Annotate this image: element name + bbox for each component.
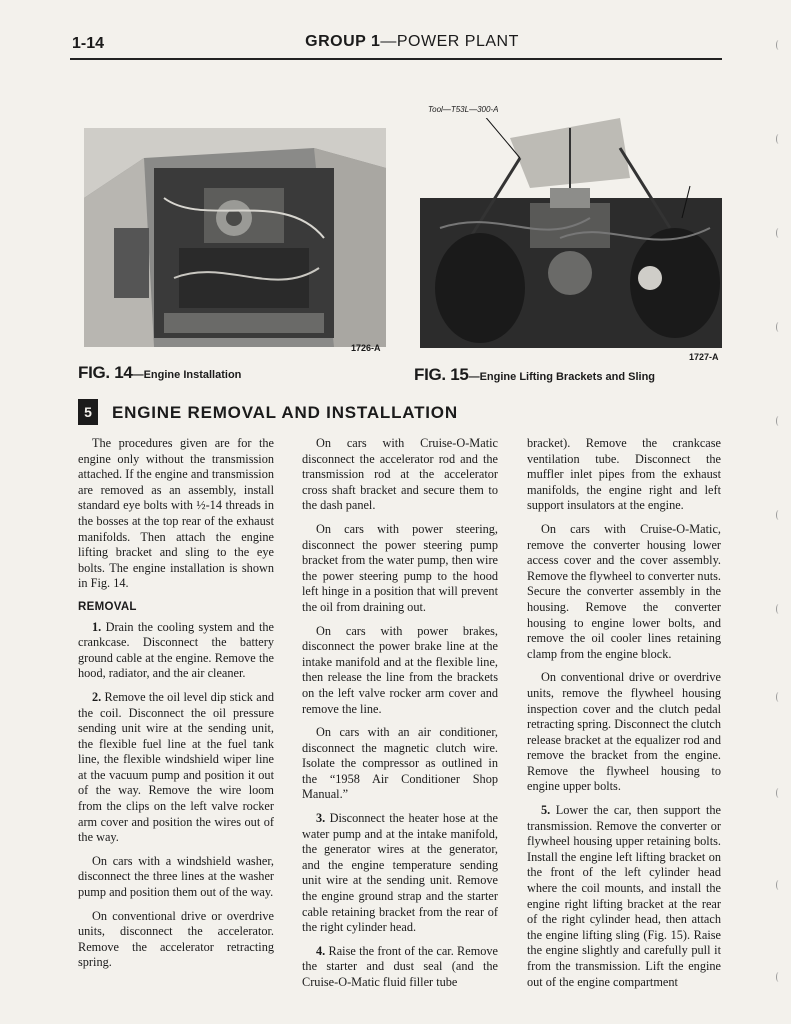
section-number-badge: 5	[78, 399, 98, 425]
binding-mark	[776, 416, 781, 426]
fig14-caption-text: —Engine Installation	[132, 369, 242, 381]
binding-mark	[776, 322, 781, 332]
section-title: ENGINE REMOVAL AND INSTALLATION	[112, 403, 458, 422]
text-column-2	[302, 436, 498, 999]
air-conditioner-paragraph: On cars with an air conditioner, disconnect the magnetic clutch wire. Isolate the compressor as outlined in the “1958 Air Conditioner Shop Manual.”	[302, 725, 498, 802]
fig15-caption-text: —Engine Lifting Brackets and Sling	[468, 371, 656, 383]
text-column-1	[78, 436, 274, 979]
binding-mark	[776, 692, 781, 702]
step-3-text: Disconnect the heater hose at the water pump and at the intake manifold, the generator wires at the generator, and the engine temperature sending unit wire at the sending unit. Remove the engine ground strap and the starter cable retaining bracket from the rear of the right cylinder head.	[302, 811, 498, 935]
step-5-number: 5.	[541, 803, 551, 818]
binding-mark	[776, 604, 781, 614]
fig14-caption	[78, 363, 241, 383]
fig15-label: FIG. 15	[414, 365, 469, 384]
step-3	[302, 811, 498, 936]
step-5-text: Lower the car, then support the transmission. Remove the converter or flywheel housing upper retaining bolts. Install the engine left lifting bracket on the front of the left cylinder head where the coil mounts, and install the engine right lifting bracket at the rear of the right cylinder head, then attach the engine lifting sling (Fig. 15). Raise the engine slightly and carefully pull it from the transmission. Lift the engine out of the engine compartment	[527, 803, 721, 989]
page-number: 1-14	[72, 35, 105, 52]
step-1-text: Drain the cooling system and the crankcase. Disconnect the battery ground cable at the engine. Remove the hood, radiator, and the air cleaner.	[78, 619, 274, 681]
conventional-flywheel-paragraph: On conventional drive or overdrive units, remove the flywheel housing inspection cover and the clutch pedal retracting spring. Disconnect the clutch release bracket at the equalizer rod and remove the bracket from the engine. Remove the flywheel housing to engine upper bolts.	[527, 670, 721, 794]
binding-mark	[776, 880, 781, 890]
continued-paragraph: bracket). Remove the crankcase ventilation tube. Disconnect the muffler inlet pipes from the exhaust manifolds, the engine right and left support insulators at the engine.	[527, 436, 721, 513]
washer-paragraph: On cars with a windshield washer, disconnect the three lines at the washer pump and position them out of the way.	[78, 853, 274, 900]
step-4	[302, 944, 498, 991]
fig15-code: 1727-A	[689, 352, 719, 362]
fig15-photo	[420, 118, 722, 348]
engine-installation-photo	[84, 128, 386, 347]
binding-mark	[776, 788, 781, 798]
steering-paragraph: On cars with power steering, disconnect the power steering pump bracket from the water pump, then wire the power steering pump to the hood left hinge in a position that will prevent the oil from draining out.	[302, 521, 498, 614]
group-label: GROUP 1	[305, 33, 381, 50]
text-column-3	[527, 436, 721, 998]
step-4-text: Raise the front of the car. Remove the starter and dust seal (and the Cruise-O-Matic fluid filler tube	[302, 943, 499, 989]
step-4-number: 4.	[316, 943, 326, 958]
engine-lifting-photo	[420, 118, 722, 348]
fig14-label: FIG. 14	[78, 363, 133, 382]
binding-mark	[776, 972, 781, 982]
group-subject: —POWER PLANT	[380, 33, 519, 50]
cruise-converter-paragraph: On cars with Cruise-O-Matic, remove the converter housing lower access cover and the cover assembly. Remove the flywheel to converter nuts. Secure the converter assembly in the housing. Remove the converter housing to engine lower bolts, and remove the oil cooler lines retaining clamp from the engine block.	[527, 521, 721, 661]
intro-paragraph: The procedures given are for the engine only without the transmission attached. If the engine and transmission are removed as an assembly, install standard eye bolts with ½-14 threads in the bosses at the top rear of the exhaust manifolds. Then attach the engine lifting bracket and sling to the eye bolts. The engine installation is shown in Fig. 14.	[78, 436, 274, 591]
header-rule	[70, 58, 722, 60]
fig15-caption	[414, 365, 655, 385]
binding-mark	[776, 510, 781, 520]
fig14-code: 1726-A	[351, 343, 381, 353]
cruise-paragraph: On cars with Cruise-O-Matic disconnect the accelerator rod and the transmission rod at the accelerator cross shaft bracket and secure them to the dash panel.	[302, 436, 498, 513]
page-header-title	[292, 33, 532, 51]
fig14-photo	[84, 128, 386, 347]
conventional-paragraph: On conventional drive or overdrive units, disconnect the accelerator. Remove the accelerator retracting spring.	[78, 908, 274, 970]
binding-mark	[776, 40, 781, 50]
step-5	[527, 803, 721, 990]
removal-heading: REMOVAL	[78, 600, 137, 613]
fig15-tool-label-a: Tool—T53L—300-A	[428, 105, 499, 114]
binding-mark	[776, 134, 781, 144]
step-2	[78, 690, 274, 846]
step-2-text: Remove the oil level dip stick and the coil. Disconnect the oil pressure sending unit wire at the sending unit, the flexible fuel line at the fuel tank line, the flexible windshield wiper line at the vacuum pump and position it out of the way. Remove the wire loom from the clips on the left valve rocker arm cover and position the wires out of the way.	[78, 689, 274, 845]
step-1	[78, 620, 274, 682]
step-1-number: 1.	[92, 619, 102, 634]
brakes-paragraph: On cars with power brakes, disconnect the power brake line at the intake manifold and at the flexible line, then release the line from the brackets on the left valve rocker arm cover and remove the line.	[302, 623, 498, 716]
binding-mark	[776, 228, 781, 238]
step-2-number: 2.	[92, 689, 102, 704]
step-3-number: 3.	[316, 811, 326, 826]
